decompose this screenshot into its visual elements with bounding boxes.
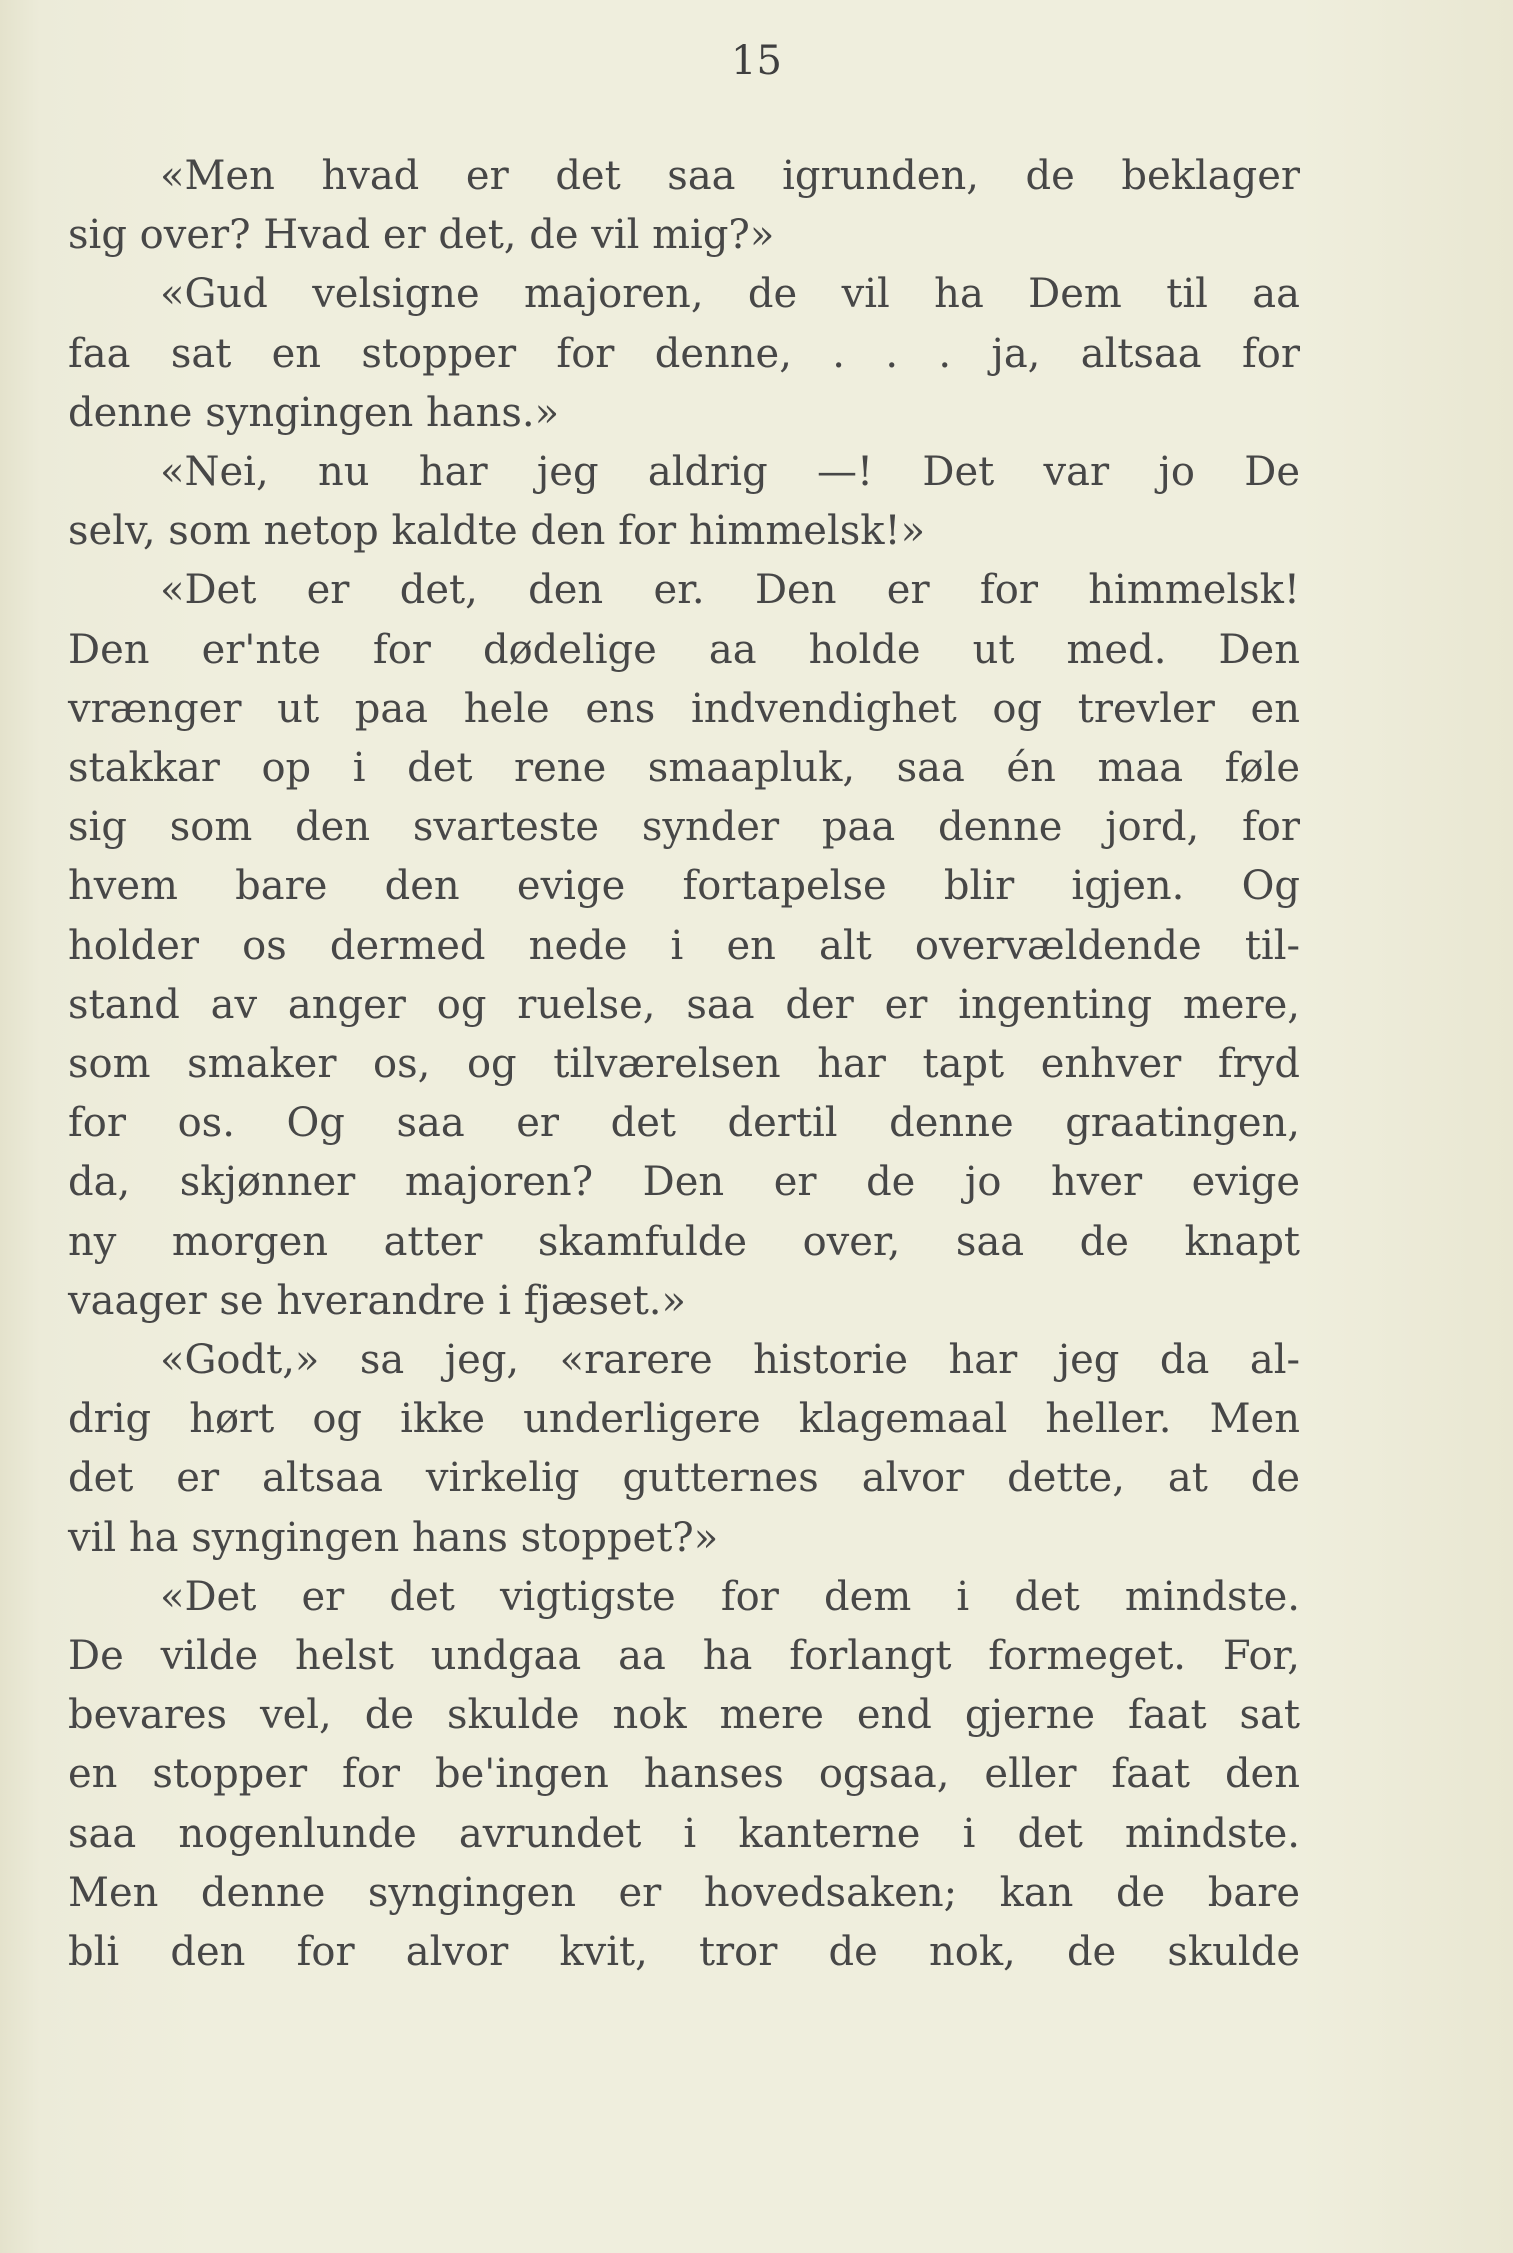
text-line: Men denne syngingen er hovedsaken; kan de bare [68, 1869, 1300, 1916]
text-line: Den er'nte for dødelige aa holde ut med. Den [68, 626, 1300, 673]
text-line: «Godt,» sa jeg, «rarere historie har jeg da al- [160, 1337, 1300, 1383]
text-line: holder os dermed nede i en alt overvældende til- [68, 922, 1300, 969]
text-line: vaager se hverandre i fjæset.» [68, 1277, 686, 1324]
text-line: drig hørt og ikke underligere klagemaal heller. Men [68, 1396, 1300, 1443]
text-line: «Nei, nu har jeg aldrig —! Det var jo De [160, 449, 1300, 495]
text-line: stakkar op i det rene smaapluk, saa én maa føle [68, 745, 1300, 791]
text-line: selv, som netop kaldte den for himmelsk!» [68, 508, 926, 555]
text-line: sig som den svarteste synder paa denne jord, for [68, 804, 1300, 851]
text-line: denne syngingen hans.» [68, 389, 560, 436]
text-line: faa sat en stopper for denne, . . . ja, altsaa for [68, 330, 1300, 377]
text-line: vrænger ut paa hele ens indvendighet og trevler en [68, 685, 1300, 732]
text-line: hvem bare den evige fortapelse blir igjen. Og [68, 863, 1300, 910]
text-line: vil ha syngingen hans stoppet?» [68, 1514, 719, 1561]
text-line: «Gud velsigne majoren, de vil ha Dem til aa [160, 271, 1300, 318]
text-line: det er altsaa virkelig gutternes alvor dette, at de [68, 1455, 1300, 1502]
page-number: 15 [731, 38, 782, 84]
text-line: som smaker os, og tilværelsen har tapt enhver fryd [68, 1041, 1300, 1087]
text-line: De vilde helst undgaa aa ha forlangt formeget. For, [68, 1633, 1300, 1679]
text-line: bli den for alvor kvit, tror de nok, de skulde [68, 1929, 1300, 1975]
text-line: ny morgen atter skamfulde over, saa de knapt [68, 1218, 1300, 1265]
text-line: da, skjønner majoren? Den er de jo hver evige [68, 1159, 1300, 1206]
text-line: bevares vel, de skulde nok mere end gjerne faat sat [68, 1692, 1300, 1739]
text-line: en stopper for be'ingen hanses ogsaa, eller faat den [68, 1751, 1300, 1798]
text-line: saa nogenlunde avrundet i kanterne i det mindste. [68, 1810, 1300, 1857]
text-line: stand av anger og ruelse, saa der er ingenting mere, [68, 981, 1300, 1028]
text-line: «Men hvad er det saa igrunden, de beklager [160, 153, 1300, 199]
text-line: for os. Og saa er det dertil denne graatingen, [68, 1100, 1300, 1147]
text-line: «Det er det vigtigste for dem i det mindste. [160, 1573, 1300, 1620]
text-line: «Det er det, den er. Den er for himmelsk! [160, 567, 1300, 614]
text-line: sig over? Hvad er det, de vil mig?» [68, 212, 775, 259]
